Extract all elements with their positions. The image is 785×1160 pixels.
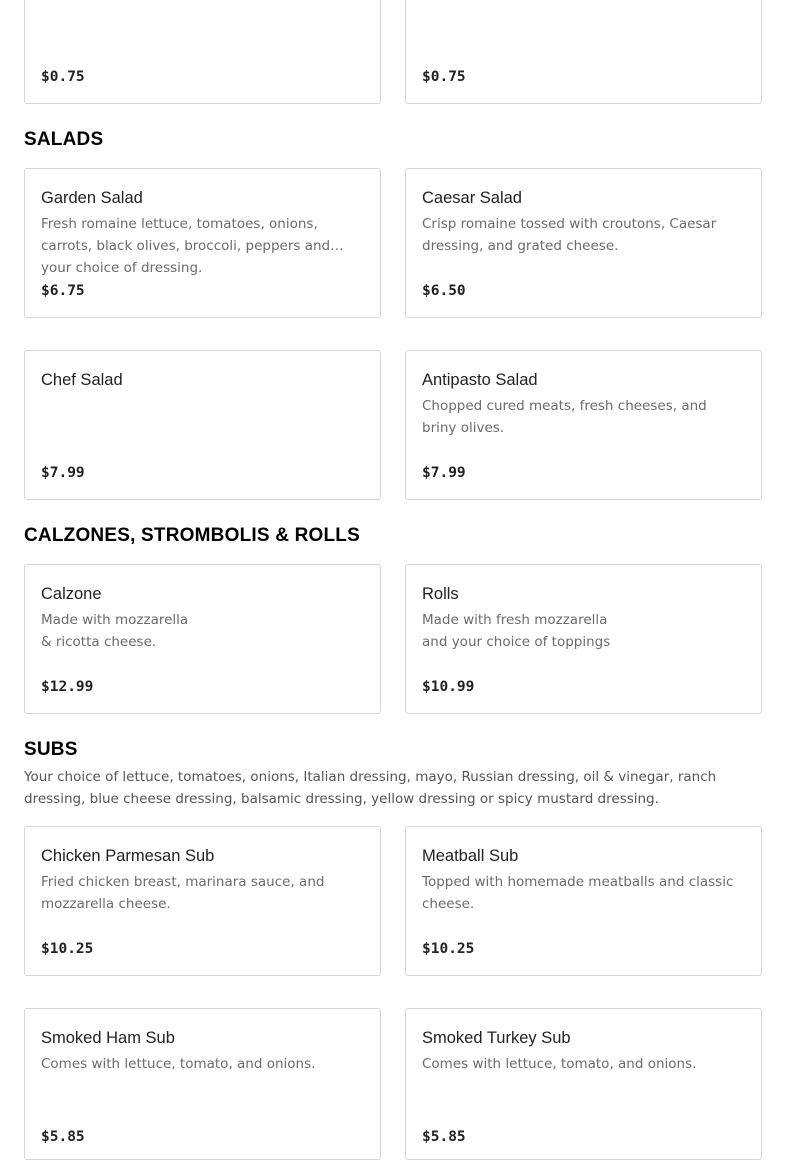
menu-item-card[interactable]	[405, 0, 762, 104]
menu-item-rolls[interactable]	[405, 564, 762, 714]
item-price: $10.25	[41, 941, 94, 957]
menu-item-calzone[interactable]	[24, 564, 381, 714]
item-name: Antipasto Salad	[422, 371, 538, 389]
menu-item-antipasto-salad[interactable]	[405, 350, 762, 500]
item-name: Chef Salad	[41, 371, 123, 389]
item-description: Topped with homemade meatballs and classic cheese.	[422, 874, 734, 912]
item-description: Comes with lettuce, tomato, and onions.	[41, 1056, 316, 1072]
section-description: Your choice of lettuce, tomatoes, onions, Italian dressing, mayo, Russian dressing, oil & vinegar, ranch dressing, blue cheese dressing, balsamic dressing, yellow dressing or spicy mustard dressing.	[24, 769, 717, 807]
item-price: $10.25	[422, 941, 475, 957]
item-price: $0.75	[41, 69, 85, 85]
menu-item-chicken-parmesan-sub[interactable]	[24, 826, 381, 976]
item-description: Fried chicken breast, marinara sauce, and mozzarella cheese.	[41, 874, 325, 912]
item-name: Chicken Parmesan Sub	[41, 847, 215, 865]
menu-item-chef-salad[interactable]	[24, 350, 381, 500]
menu-item-smoked-ham-sub[interactable]	[24, 1008, 381, 1160]
item-description: Comes with lettuce, tomato, and onions.	[422, 1056, 697, 1072]
item-name: Rolls	[422, 585, 459, 603]
item-name: Calzone	[41, 585, 102, 603]
item-price: $0.75	[422, 69, 466, 85]
item-description: Made with fresh mozzarella and your choice of toppings	[422, 612, 611, 650]
menu-item-meatball-sub[interactable]	[405, 826, 762, 976]
item-price: $5.85	[422, 1129, 466, 1145]
item-name: Caesar Salad	[422, 189, 522, 207]
item-description: Made with mozzarella & ricotta cheese.	[41, 612, 189, 650]
section-title-salads: SALADS	[24, 129, 104, 150]
item-description: Fresh romaine lettuce, tomatoes, onions, carrots, black olives, broccoli, peppers and your choice of dressing.	[41, 216, 331, 276]
item-price: $7.99	[41, 465, 85, 481]
item-description: Crisp romaine tossed with croutons, Caesar dressing, and grated cheese.	[422, 216, 717, 254]
menu-item-smoked-turkey-sub[interactable]	[405, 1008, 762, 1160]
item-name: Smoked Turkey Sub	[422, 1029, 571, 1047]
item-name: Smoked Ham Sub	[41, 1029, 175, 1047]
item-price: $10.99	[422, 679, 475, 695]
menu-item-card[interactable]	[24, 0, 381, 104]
item-price: $6.75	[41, 283, 85, 299]
item-price: $5.85	[41, 1129, 85, 1145]
item-name: Meatball Sub	[422, 847, 519, 865]
item-price: $12.99	[41, 679, 94, 695]
item-price: $6.50	[422, 283, 466, 299]
menu-item-caesar-salad[interactable]	[405, 168, 762, 318]
menu-item-garden-salad[interactable]	[24, 168, 381, 318]
item-price: $7.99	[422, 465, 466, 481]
section-title-calzones: CALZONES, STROMBOLIS & ROLLS	[24, 525, 360, 546]
item-description: Chopped cured meats, fresh cheeses, and briny olives.	[422, 398, 707, 436]
section-title-subs: SUBS	[24, 739, 78, 760]
item-name: Garden Salad	[41, 189, 143, 207]
